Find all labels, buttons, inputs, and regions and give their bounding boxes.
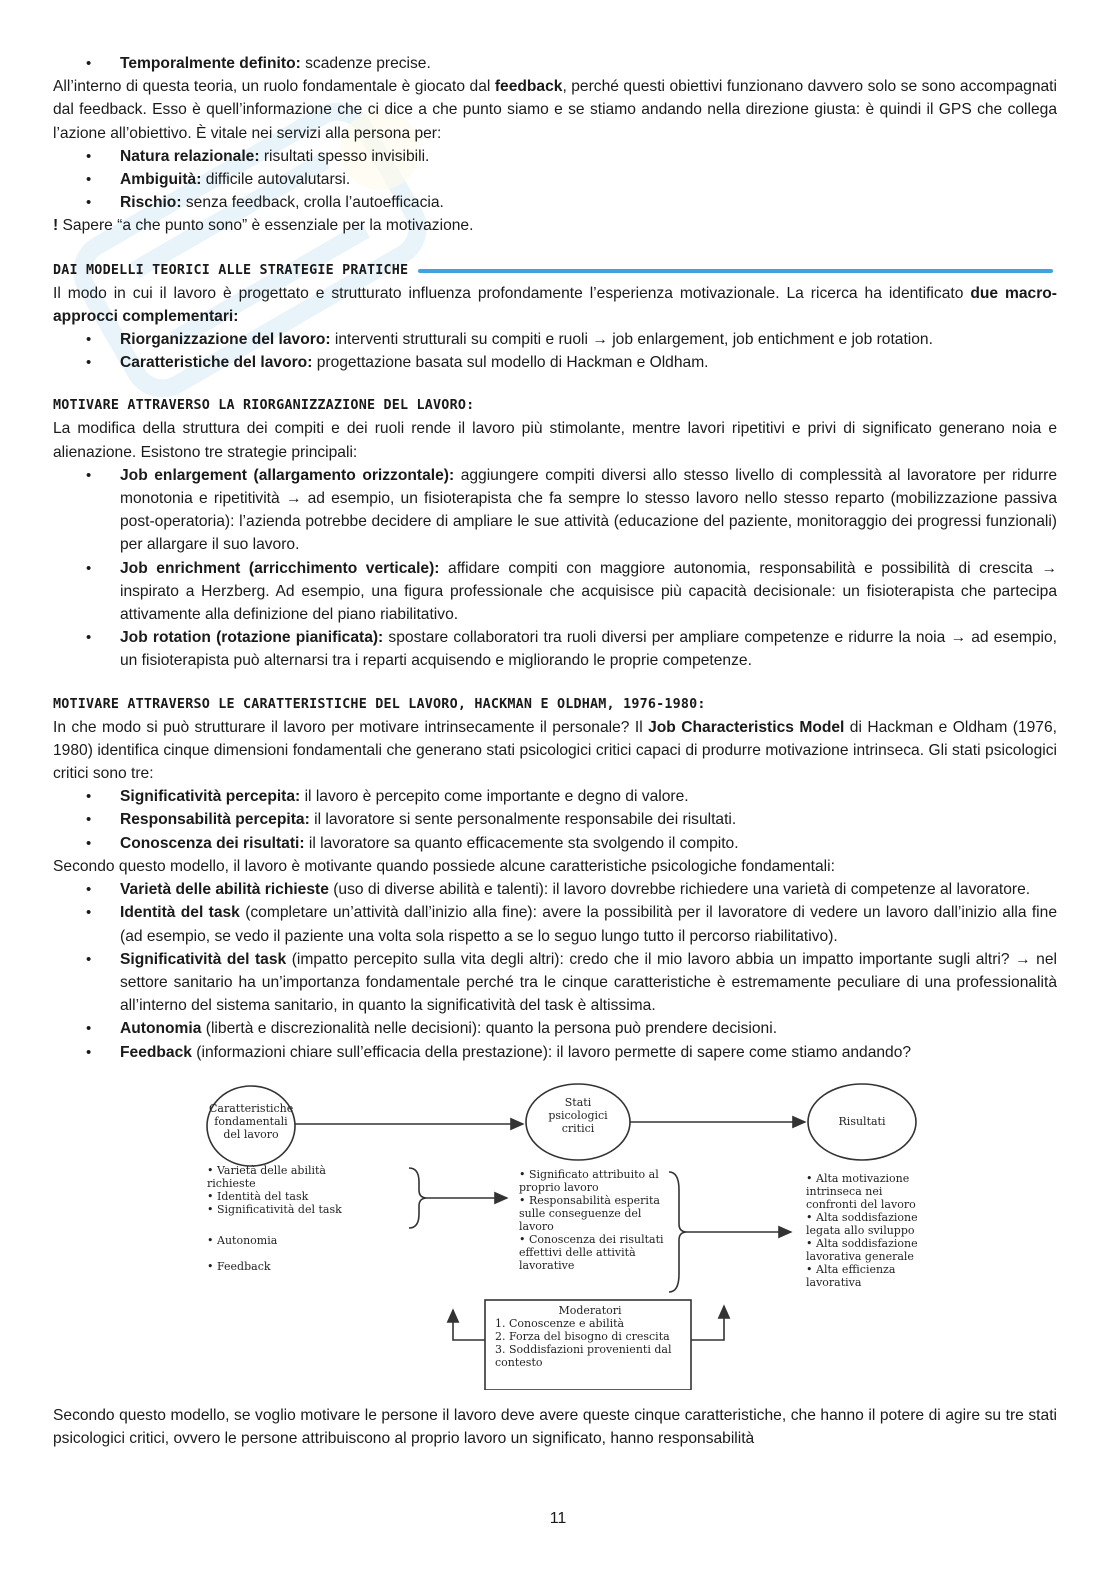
bullet-label: Job enlargement (allargamento orizzontale): bbox=[120, 466, 455, 484]
list-item bbox=[53, 145, 1057, 168]
bullet-label: Significatività del task bbox=[120, 950, 287, 968]
bullet-text: aggiungere compiti diversi allo stesso livello di complessità al lavoratore per ridurre monotonia e ripetitività → ad esempio, un fisioterapista che fa sempre lo stesso lavoro nello stesso reparto (mobilizzazione passiva post-operatoria): l’azienda potrebbe decidere di ampliare le sue attività (educazione del paziente, monitoraggio dei progressi funzionali) per allargare il suo lavoro. bbox=[120, 466, 1057, 554]
section-heading bbox=[53, 694, 1057, 716]
diagram-list-item: • Conoscenza dei risultati effettivi delle attività lavorative bbox=[519, 1232, 664, 1272]
section-paragraph: Secondo questo modello, il lavoro è motivante quando possiede alcune caratteristiche psicologiche fondamentali: bbox=[53, 857, 835, 875]
bullet-text: (libertà e discrezionalità nelle decisioni): quanto la persona può prendere decisioni. bbox=[201, 1020, 778, 1038]
bullet-label: Caratteristiche del lavoro: bbox=[120, 354, 313, 372]
text-run-bold: Job Characteristics Model bbox=[648, 718, 845, 736]
characteristics-diagram-list bbox=[207, 1164, 367, 1216]
node-states-label: Stati psicologici critici bbox=[548, 1095, 608, 1135]
text-run: All’interno di questa teoria, un ruolo fondamentale è giocato dal bbox=[53, 78, 495, 96]
bullet-text: il lavoratore sa quanto efficacemente sta svolgendo il compito. bbox=[304, 834, 739, 852]
bullet-label: Natura relazionale: bbox=[120, 147, 260, 165]
bullet-label: Conoscenza dei risultati: bbox=[120, 834, 305, 852]
bullet-text: spostare collaboratori tra ruoli diversi per ampliare competenze e ridurre la noia → ad esempio, un fisioterapista può alternarsi tra i reparti acquisendo e migliorando le proprie competenze. bbox=[120, 629, 1057, 670]
bullet-text: difficile autovalutarsi. bbox=[201, 171, 351, 189]
list-item bbox=[53, 832, 1057, 855]
characteristics-list bbox=[53, 878, 1057, 1064]
bullet-label: Job rotation (rotazione pianificata): bbox=[120, 629, 384, 647]
arrow-moderators-right bbox=[691, 1306, 724, 1340]
list-item bbox=[53, 1017, 1057, 1040]
diagram-list-item: • Responsabilità esperita sulle conseguenze del lavoro bbox=[519, 1193, 660, 1233]
diagram-list-text: Varietà delle abilità richieste bbox=[207, 1163, 326, 1190]
list-item bbox=[53, 52, 1057, 75]
list-item bbox=[53, 901, 1057, 947]
diagram-list-text: Alta efficienza lavorativa bbox=[806, 1262, 896, 1289]
diagram-list-item: • Alta efficienza lavorativa bbox=[806, 1262, 896, 1289]
bullet-label: Job enrichment (arricchimento verticale): bbox=[120, 559, 440, 577]
diagram-list-item: • Alta soddisfazione legata allo sviluppo bbox=[806, 1210, 918, 1237]
diagram-list-item: • Varietà delle abilità richieste bbox=[207, 1163, 326, 1190]
states-diagram-list bbox=[519, 1168, 669, 1272]
text-run: di Hackman e Oldham (1976, 1980) identifica cinque dimensioni fondamentali che generano stati psicologici critici capaci di produrre motivazione intrinseca. Gli stati psicologici critici sono tre: bbox=[53, 718, 1057, 783]
text-run: Il modo in cui il lavoro è progettato e strutturato influenza profondamente l’esperienza motivazionale. La ricerca ha identificato bbox=[53, 284, 971, 302]
arrow-moderators-left bbox=[453, 1310, 485, 1340]
bullet-text: interventi strutturali su compiti e ruoli → job enlargement, job entichment e job rotation. bbox=[330, 331, 933, 349]
diagram-list-item: • Identità del task bbox=[207, 1189, 309, 1203]
section-heading bbox=[53, 260, 1057, 282]
bullet-label: Responsabilità percepita: bbox=[120, 811, 310, 829]
text-run: In che modo si può strutturare il lavoro per motivare intrinsecamente il personale? Il bbox=[53, 718, 649, 736]
diagram-list-item: • Alta soddisfazione lavorativa generale bbox=[806, 1236, 918, 1263]
feedback-list bbox=[53, 145, 1057, 215]
bullet-text: il lavoro è percepito come importante e degno di valore. bbox=[300, 788, 689, 806]
diagram-list-text: Feedback bbox=[217, 1259, 271, 1273]
bullet-label: Ambiguità: bbox=[120, 171, 202, 189]
node-characteristics-label: Caratteristiche fondamentali del lavoro bbox=[209, 1101, 294, 1141]
section-paragraph bbox=[53, 716, 1057, 786]
bullet-label: Rischio: bbox=[120, 194, 182, 212]
states-list bbox=[53, 785, 1057, 855]
list-item bbox=[53, 1041, 1057, 1064]
bullet-label: Identità del task bbox=[120, 904, 240, 922]
moderator-item: 3. Soddisfazioni provenienti dal contesto bbox=[495, 1342, 672, 1369]
diagram-list-text: Alta soddisfazione legata allo sviluppo bbox=[806, 1210, 918, 1237]
brace-states bbox=[669, 1172, 687, 1292]
bullet-text: il lavoratore si sente personalmente responsabile dei risultati. bbox=[309, 811, 737, 829]
section-paragraph: La modifica della struttura dei compiti e dei ruoli rende il lavoro più stimolante, mentre lavori ripetitivi e privi di significato generano noia e alienazione. Esistono tre strategie principali: bbox=[53, 420, 1057, 461]
bullet-label: Varietà delle abilità richieste bbox=[120, 881, 329, 899]
list-item bbox=[53, 328, 1057, 351]
section-paragraph bbox=[53, 282, 1057, 328]
brace-characteristics bbox=[409, 1168, 427, 1228]
bullet-text: (impatto percepito sulla vita degli altri): credo che il mio lavoro abbia un impatto importante sugli altri? → nel settore sanitario ha un’importanza fondamentale perché tra le cinque caratteristiche è estremamente peculiare di una professionalità all’interno del sistema sanitario, in quanto la significatività del task è altissima. bbox=[120, 950, 1057, 1015]
list-item bbox=[53, 785, 1057, 808]
list-item bbox=[53, 351, 1057, 374]
diagram-list-text: Autonomia bbox=[217, 1233, 278, 1247]
diagram-list-text: Significatività del task bbox=[217, 1202, 342, 1216]
diagram-list-text: Conoscenza dei risultati effettivi delle attività lavorative bbox=[519, 1232, 664, 1272]
text-run: , perché questi obiettivi funzionano davvero solo se sono accompagnati dal feedback. Esso è quell’informazione che ci dice a che punto siamo e se stiamo andando nella direzione giusta: è quindi il GPS che collega l’azione all’obiettivo. È vitale nei servizi alla persona per: bbox=[53, 78, 1057, 142]
diagram-list-item: • Feedback bbox=[207, 1259, 271, 1273]
section-heading bbox=[53, 395, 1057, 417]
bullet-label: Feedback bbox=[120, 1043, 192, 1061]
diagram-list-text: Identità del task bbox=[217, 1189, 309, 1203]
approaches-list bbox=[53, 328, 1057, 374]
feedback-paragraph bbox=[53, 75, 1057, 145]
closing-paragraph: Secondo questo modello, se voglio motivare le persone il lavoro deve avere queste cinque caratteristiche, che hanno il potere di agire su tre stati psicologici critici, ovvero le persone attribuiscono al proprio lavoro un significato, hanno responsabilità bbox=[53, 1406, 1057, 1447]
bullet-text: affidare compiti con maggiore autonomia, responsabilità e possibilità di crescita → inspirato a Herzberg. Ad esempio, una figura professionale che acquisisce più capacità decisionale: un fisioterapista che partecipa attivamente alla definizione del piano riabilitativo. bbox=[120, 559, 1057, 624]
bullet-text: senza feedback, crolla l’autoefficacia. bbox=[181, 194, 444, 212]
document-page bbox=[53, 52, 1057, 1450]
strategies-list bbox=[53, 464, 1057, 673]
heading-text: MOTIVARE ATTRAVERSO LA RIORGANIZZAZIONE DEL LAVORO: bbox=[53, 398, 475, 414]
list-item bbox=[53, 808, 1057, 831]
list-item bbox=[53, 557, 1057, 627]
results-diagram-list bbox=[806, 1172, 926, 1289]
list-item bbox=[53, 948, 1057, 1018]
moderators-title: Moderatori bbox=[558, 1303, 622, 1317]
bullet-label: Temporalmente definito: bbox=[120, 55, 301, 72]
job-characteristics-diagram bbox=[201, 1082, 919, 1390]
diagram-list-item: • Significatività del task bbox=[207, 1202, 342, 1216]
list-item bbox=[53, 464, 1057, 557]
intro-list bbox=[53, 52, 1057, 75]
list-item bbox=[53, 878, 1057, 901]
bullet-label: Autonomia bbox=[120, 1020, 202, 1038]
text-run-bold: due macro-approcci complementari: bbox=[53, 284, 1057, 325]
note-text: Sapere “a che punto sono” è essenziale per la motivazione. bbox=[58, 217, 474, 235]
bullet-text: scadenze precise. bbox=[300, 55, 431, 72]
moderator-item: 1. Conoscenze e abilità bbox=[495, 1316, 625, 1330]
text-run-bold: feedback bbox=[494, 78, 563, 96]
node-results-label: Risultati bbox=[838, 1114, 886, 1128]
diagram-list-text: Significato attribuito al proprio lavoro bbox=[519, 1167, 659, 1194]
bullet-text: progettazione basata sul modello di Hackman e Oldham. bbox=[312, 354, 709, 372]
moderator-item: 2. Forza del bisogno di crescita bbox=[495, 1329, 670, 1343]
heading-text: DAI MODELLI TEORICI ALLE STRATEGIE PRATICHE bbox=[53, 262, 409, 278]
exclamation-mark: ! bbox=[53, 217, 59, 235]
moderators-content bbox=[495, 1304, 685, 1369]
bullet-text: (completare un’attività dall’inizio alla fine): avere la possibilità per il lavoratore di vedere un lavoro dall’inizio alla fine (ad esempio, se vedo il paziente una volta sola rispetto a se lo seguo lungo tutto il percorso riabilitativo). bbox=[120, 904, 1057, 945]
page-number: 11 bbox=[549, 1510, 567, 1527]
note-paragraph bbox=[53, 214, 1057, 237]
diagram-list-item: • Alta motivazione intrinseca nei confronti del lavoro bbox=[806, 1171, 916, 1211]
diagram-list-text: Alta motivazione intrinseca nei confronti del lavoro bbox=[806, 1171, 916, 1211]
list-item bbox=[53, 191, 1057, 214]
bullet-label: Significatività percepita: bbox=[120, 788, 301, 806]
diagram-list-item: • Significato attribuito al proprio lavoro bbox=[519, 1167, 659, 1194]
diagram-list-text: Responsabilità esperita sulle conseguenze del lavoro bbox=[519, 1193, 660, 1233]
bullet-text: (informazioni chiare sull’efficacia della prestazione): il lavoro permette di sapere come stiamo andando? bbox=[191, 1043, 912, 1061]
diagram-list-item: • Autonomia bbox=[207, 1233, 278, 1247]
bullet-label: Riorganizzazione del lavoro: bbox=[120, 331, 331, 349]
bullet-text: (uso di diverse abilità e talenti): il lavoro dovrebbe richiedere una varietà di competenze al lavoratore. bbox=[328, 881, 1031, 899]
heading-text: MOTIVARE ATTRAVERSO LE CARATTERISTICHE DEL LAVORO, HACKMAN E OLDHAM, 1976-1980: bbox=[53, 696, 706, 712]
list-item bbox=[53, 168, 1057, 191]
list-item bbox=[53, 626, 1057, 672]
heading-rule bbox=[418, 269, 1053, 273]
bullet-text: risultati spesso invisibili. bbox=[259, 147, 430, 165]
diagram-list-text: Alta soddisfazione lavorativa generale bbox=[806, 1236, 918, 1263]
